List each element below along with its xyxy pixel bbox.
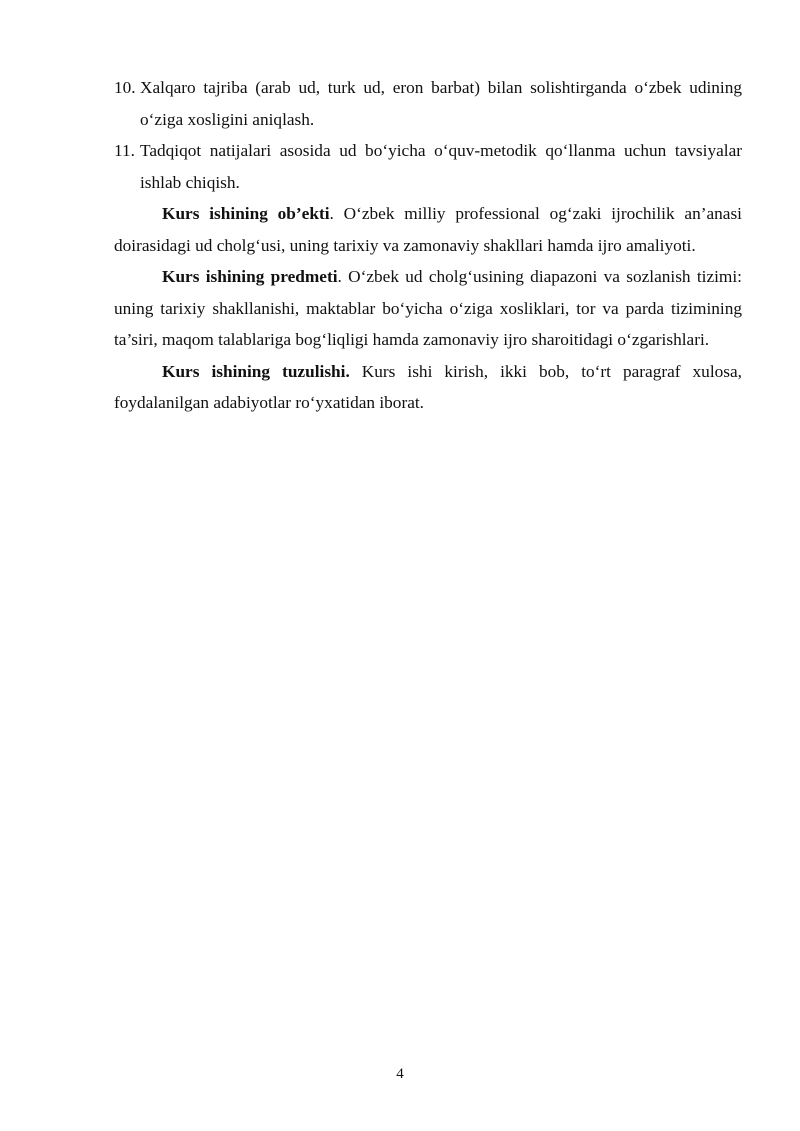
list-item-number: 10. bbox=[114, 78, 136, 97]
subject-text: . O‘zbek ud cholg‘usining diapazoni va sozlanish tizimi: uning tarixiy shakllanishi, maktablar bo‘yicha o‘ziga xosliklari, tor va parda tizimining ta’siri, maqom talablariga bog‘liqligi hamda zamonaviy ijro sharoitidagi o‘zgarishlari. bbox=[114, 267, 742, 349]
list-item-number: 11. bbox=[114, 141, 135, 160]
page-content bbox=[114, 72, 742, 419]
list-item bbox=[114, 135, 742, 198]
subject-paragraph bbox=[114, 261, 742, 356]
list-item-text: Tadqiqot natijalari asosida ud bo‘yicha o‘quv-metodik qo‘llanma uchun tavsiyalar ishlab chiqish. bbox=[140, 141, 742, 192]
subject-heading: Kurs ishining predmeti bbox=[162, 267, 338, 286]
structure-paragraph bbox=[114, 356, 742, 419]
object-heading: Kurs ishining ob’ekti bbox=[162, 204, 330, 223]
object-text: . O‘zbek milliy professional og‘zaki ijrochilik an’anasi doirasidagi ud cholg‘usi, uning tarixiy va zamonaviy shakllari hamda ijro amaliyoti. bbox=[114, 204, 742, 255]
structure-text: Kurs ishi kirish, ikki bob, to‘rt paragraf xulosa, foydalanilgan adabiyotlar ro‘yxatidan iborat. bbox=[114, 361, 742, 412]
list-item bbox=[114, 72, 742, 135]
object-paragraph bbox=[114, 198, 742, 261]
structure-heading: Kurs ishining tuzulishi. bbox=[162, 361, 350, 381]
page-number: 4 bbox=[396, 1066, 404, 1082]
list-item-text: Xalqaro tajriba (arab ud, turk ud, eron barbat) bilan solishtirganda o‘zbek udining o‘ziga xosligini aniqlash. bbox=[140, 78, 742, 129]
